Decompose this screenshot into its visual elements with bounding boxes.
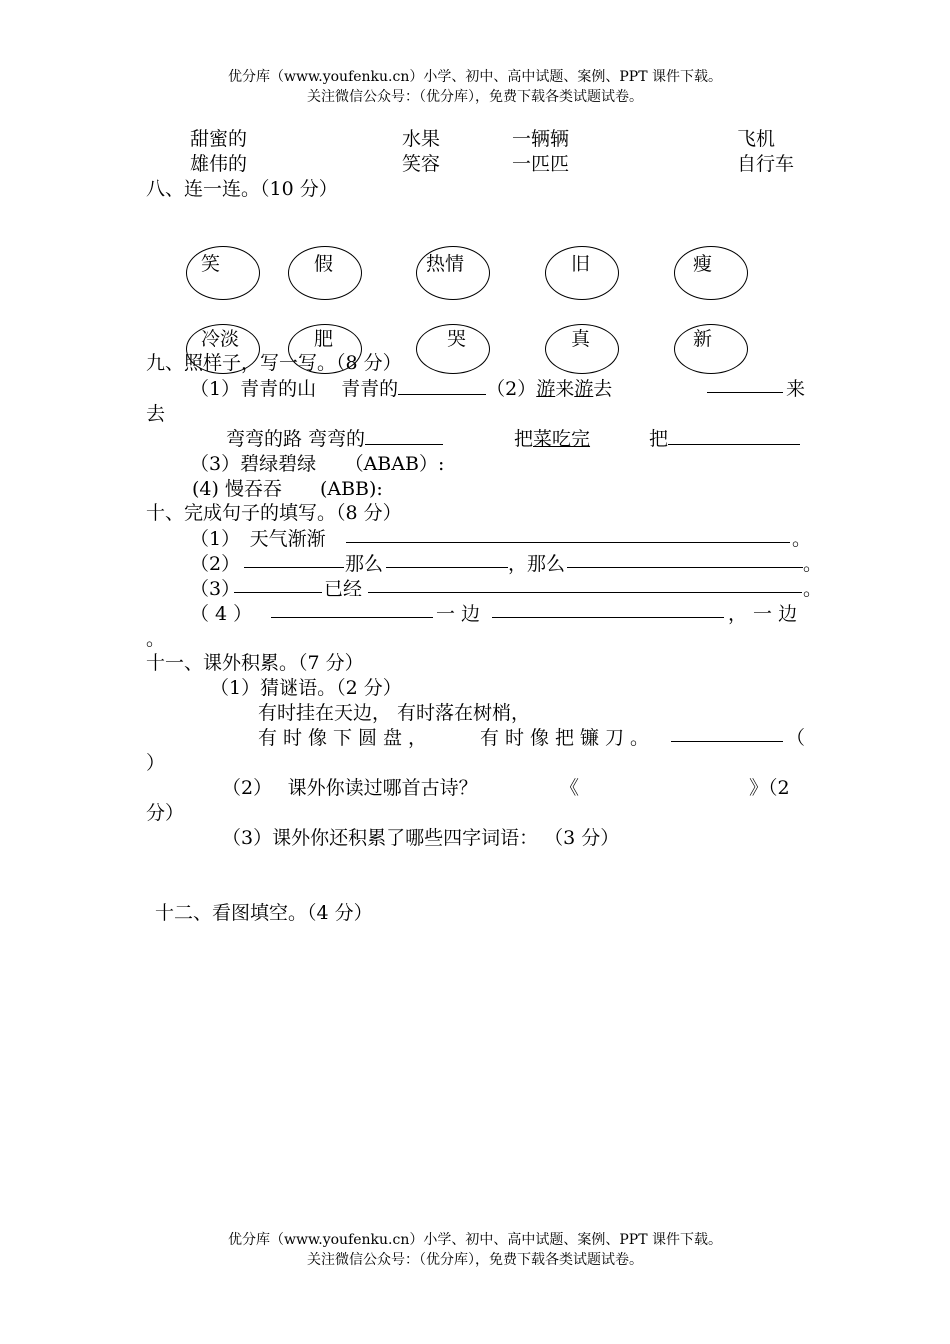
antonym-word: 新 — [693, 328, 713, 350]
sentence-3: （3） — [190, 578, 241, 600]
antonym-word: 假 — [314, 253, 334, 275]
sentence-1-end: 。 — [792, 528, 812, 550]
example-1-tail: 来 — [786, 378, 806, 400]
sentence-2-end: 。 — [803, 553, 823, 575]
footer-line-2: 关注微信公众号：（优分库），免费下载各类试题试卷。 — [307, 1252, 643, 1268]
poem-score: 分） — [146, 802, 185, 824]
idiom-question: （3）课外你还积累了哪些四字词语： （3 分） — [222, 827, 620, 849]
section-10-title: 十、完成句子的填写。（8 分） — [146, 502, 402, 524]
match-word: 甜蜜的 — [190, 128, 248, 150]
match-word: 笑容 — [402, 153, 441, 175]
sentence-2-c: ，那么 — [508, 553, 566, 575]
header-line-1: 优分库（www.youfenku.cn）小学、初中、高中试题、案例、PPT 课件下载。 — [227, 69, 722, 85]
answer-blank[interactable] — [671, 741, 783, 742]
answer-blank[interactable] — [567, 567, 803, 568]
match-word: 雄伟的 — [190, 153, 248, 175]
example-1-wrap: 去 — [146, 403, 166, 425]
sentence-4-c: ， 一 边 — [728, 603, 798, 625]
match-word: 一辆辆 — [512, 128, 570, 150]
answer-blank[interactable] — [244, 567, 344, 568]
header-line-2: 关注微信公众号：（优分库），免费下载各类试题试卷。 — [307, 89, 643, 105]
match-word: 飞机 — [737, 128, 776, 150]
example-2-c: 把 — [649, 424, 800, 451]
sentence-4-end: 。 — [146, 628, 166, 650]
antonym-word: 真 — [571, 328, 591, 350]
antonym-word: 热情 — [426, 253, 465, 275]
sentence-2-b: 那么 — [345, 553, 384, 575]
match-word: 水果 — [402, 128, 441, 150]
riddle-line-2a: 有时像下圆盘， — [258, 727, 434, 749]
match-word: 一匹匹 — [512, 153, 570, 175]
answer-blank[interactable] — [668, 426, 800, 445]
answer-blank[interactable] — [707, 392, 783, 393]
footer-line-1: 优分库（www.youfenku.cn）小学、初中、高中试题、案例、PPT 课件下载。 — [227, 1232, 722, 1248]
match-word: 自行车 — [737, 153, 795, 175]
sentence-4: （ 4 ） — [190, 603, 253, 625]
antonym-word: 肥 — [314, 328, 334, 350]
antonym-word: 笑 — [201, 253, 221, 275]
answer-blank[interactable] — [368, 592, 802, 593]
poem-bracket-open: 《 — [560, 777, 580, 799]
antonym-oval[interactable] — [186, 246, 260, 300]
answer-blank[interactable] — [386, 567, 508, 568]
riddle-paren-open: （ — [786, 727, 806, 749]
example-1: （1）青青的山 青青的 （2）游来游去 — [190, 378, 613, 400]
sentence-1: （1） 天气渐渐 — [190, 528, 326, 550]
answer-blank[interactable] — [234, 592, 322, 593]
sentence-3-b: 已经 — [324, 578, 363, 600]
antonym-word: 冷淡 — [201, 328, 240, 350]
riddle-line-2b: 有时像把镰刀。 — [480, 727, 656, 749]
riddle-question: （1）猜谜语。（2 分） — [210, 677, 402, 699]
antonym-word: 旧 — [571, 253, 591, 275]
riddle-line-1: 有时挂在天边， 有时落在树梢， — [258, 702, 531, 724]
answer-blank[interactable] — [398, 376, 486, 395]
antonym-word: 瘦 — [693, 253, 713, 275]
riddle-paren-close: ） — [146, 752, 166, 774]
answer-blank[interactable] — [271, 617, 433, 618]
answer-blank[interactable] — [365, 426, 443, 445]
example-2-b: 把菜吃完 — [514, 428, 591, 450]
example-3: （3）碧绿碧绿 （ABAB）: — [190, 453, 445, 475]
answer-blank[interactable] — [492, 617, 724, 618]
section-12-title: 十二、看图填空。（4 分） — [155, 902, 373, 924]
section-11-title: 十一、课外积累。（7 分） — [146, 652, 364, 674]
example-2: 弯弯的路 弯弯的 — [226, 424, 443, 451]
poem-question: （2） 课外你读过哪首古诗？ — [222, 777, 478, 799]
example-4: (4) 慢吞吞 (ABB): — [192, 478, 383, 500]
sentence-4-b: 一 边 — [436, 603, 481, 625]
antonym-word: 哭 — [447, 328, 467, 350]
poem-bracket-close: 》（2 — [749, 777, 790, 799]
sentence-3-end: 。 — [803, 578, 823, 600]
sentence-2: （2） — [190, 553, 241, 575]
answer-blank[interactable] — [346, 542, 790, 543]
section-8-title: 八、连一连。（10 分） — [146, 178, 338, 200]
section-9-title: 九、照样子，写一写。（8 分） — [146, 352, 402, 374]
